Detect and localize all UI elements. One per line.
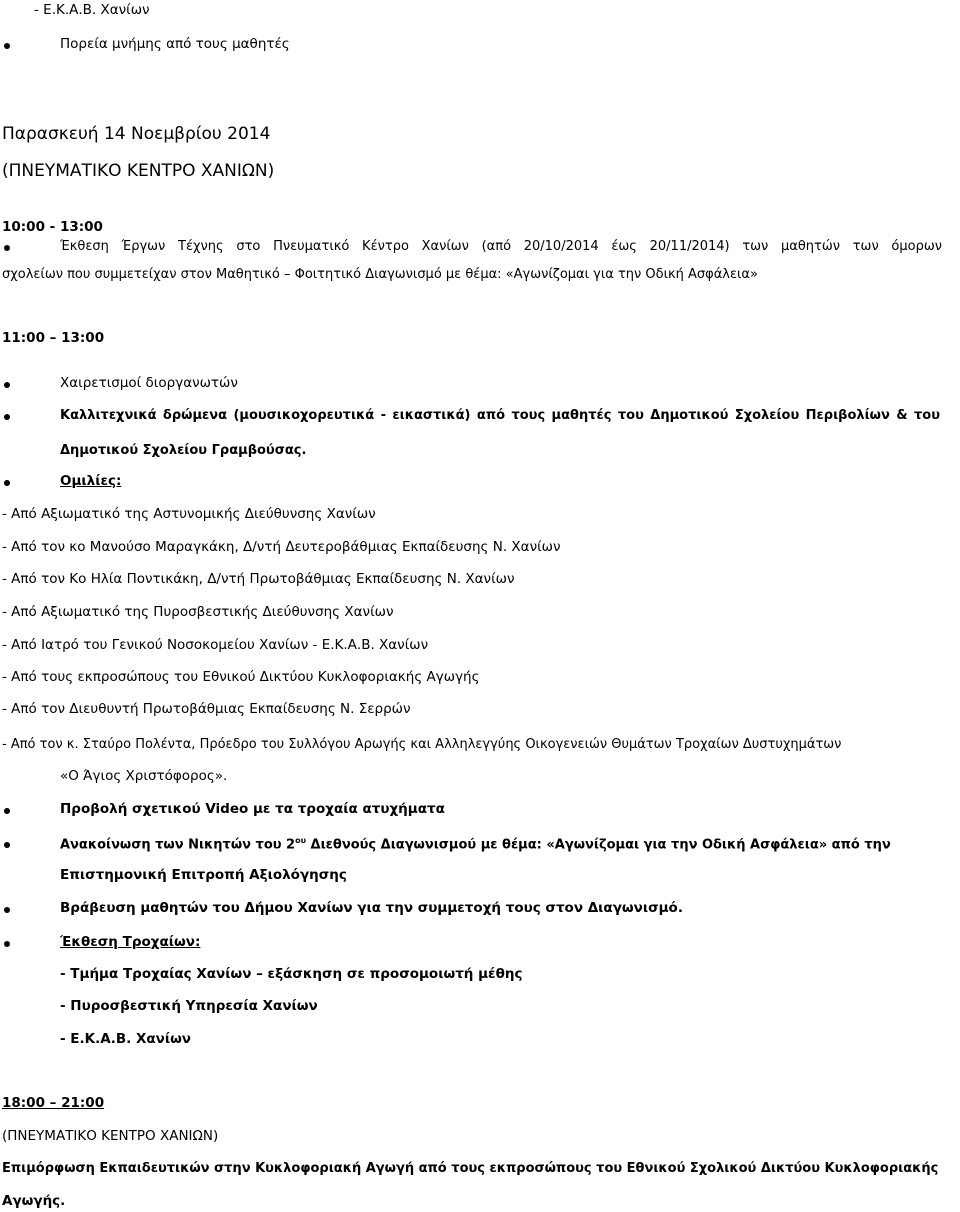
teacher-training-line-1: Επιμόρφωση Εκπαιδευτικών στην Κυκλοφοριακή Αγωγή από τους εκπροσώπους του Εθνικού Σχολικού Δικτύου Κυκλοφοριακής (2, 1161, 939, 1176)
announce-part-a: Ανακοίνωση των Νικητών του 2 (60, 837, 296, 853)
time-slot-2: 11:00 – 13:00 (2, 330, 105, 346)
speech-item: - Από τον Διευθυντή Πρωτοβάθμιας Εκπαίδευσης Ν. Σερρών (2, 701, 411, 717)
performances-line-2: Δημοτικού Σχολείου Γραμβούσας. (60, 443, 307, 458)
winners-announcement-line-1 (60, 837, 891, 851)
announce-ordinal: ου (295, 836, 307, 845)
speech-item: - Από τον Κο Ηλία Ποντικάκη, Δ/ντή Πρωτοβάθμιας Εκπαίδευσης Ν. Χανίων (2, 571, 515, 587)
bullet-icon (4, 480, 10, 486)
exhibition-participant: - Πυροσβεστική Υπηρεσία Χανίων (60, 998, 318, 1014)
bullet-icon (4, 941, 10, 947)
traffic-exhibition-label: Έκθεση Τροχαίων: (60, 934, 201, 950)
memory-march: Πορεία μνήμης από τους μαθητές (60, 36, 290, 52)
event-date: Παρασκευή 14 Νοεμβρίου 2014 (2, 124, 271, 144)
speech-item: - Από τον κο Μανούσο Μαραγκάκη, Δ/ντή Δευτεροβάθμιας Εκπαίδευσης Ν. Χανίων (2, 539, 561, 555)
speech-item: - Από Αξιωματικό της Πυροσβεστικής Διεύθυνσης Χανίων (2, 604, 394, 620)
video-projection: Προβολή σχετικού Video με τα τροχαία ατυχήματα (60, 801, 445, 817)
bullet-icon (4, 245, 10, 251)
bullet-icon (4, 43, 10, 49)
time-slot-3: 18:00 – 21:00 (2, 1095, 105, 1111)
teacher-training-line-2: Αγωγής. (2, 1193, 66, 1209)
speech-item-continuation: «Ο Άγιος Χριστόφορος». (60, 768, 228, 784)
top-line-ekav: - Ε.Κ.Α.Β. Χανίων (34, 2, 150, 18)
exhibition-participant: - Ε.Κ.Α.Β. Χανίων (60, 1031, 192, 1047)
event-venue: (ΠΝΕΥΜΑΤΙΚΟ ΚΕΝΤΡΟ ΧΑΝΙΩΝ) (2, 161, 275, 181)
speech-item: - Από Αξιωματικό της Αστυνομικής Διεύθυνσης Χανίων (2, 506, 376, 522)
speech-item: - Από Ιατρό του Γενικού Νοσοκομείου Χανίων - Ε.Κ.Α.Β. Χανίων (2, 637, 429, 653)
bullet-icon (4, 414, 10, 420)
speech-item: - Από τον κ. Σταύρο Πολέντα, Πρόεδρο του Συλλόγου Αρωγής και Αλληλεγγύης Οικογενειών Θυμάτων Τροχαίων Δυστυχημάτων (2, 737, 842, 752)
bullet-icon (4, 907, 10, 913)
bullet-icon (4, 382, 10, 388)
exhibition-line-1: Έκθεση Έργων Τέχνης στο Πνευματικό Κέντρο Χανίων (από 20/10/2014 έως 20/11/2014) των μαθητών των όμορων (60, 239, 942, 254)
bullet-icon (4, 808, 10, 814)
performances-line-1: Καλλιτεχνικά δρώμενα (μουσικοχορευτικά - εικαστικά) από τους μαθητές του Δημοτικού Σχολείου Περιβολίων & του (60, 408, 940, 423)
award-ceremony: Βράβευση μαθητών του Δήμου Χανίων για την συμμετοχή τους στον Διαγωνισμό. (60, 900, 683, 916)
winners-announcement-line-2: Επιστημονική Επιτροπή Αξιολόγησης (60, 867, 347, 883)
speeches-label: Ομιλίες: (60, 473, 122, 489)
greetings: Χαιρετισμοί διοργανωτών (60, 375, 238, 391)
bullet-icon (4, 842, 10, 848)
evening-venue: (ΠΝΕΥΜΑΤΙΚΟ ΚΕΝΤΡΟ ΧΑΝΙΩΝ) (2, 1128, 219, 1144)
time-slot-1: 10:00 - 13:00 (2, 219, 103, 235)
announce-part-b: Διεθνούς Διαγωνισμού με θέμα: «Αγωνίζομαι για την Οδική Ασφάλεια» από την (306, 837, 891, 853)
exhibition-participant: - Τμήμα Τροχαίας Χανίων – εξάσκηση σε προσομοιωτή μέθης (60, 966, 523, 982)
speech-item: - Από τους εκπροσώπους του Εθνικού Δικτύου Κυκλοφοριακής Αγωγής (2, 669, 480, 685)
exhibition-line-2: σχολείων που συμμετείχαν στον Μαθητικό – Φοιτητικό Διαγωνισμό με θέμα: «Αγωνίζομαι για την Οδική Ασφάλεια» (2, 267, 758, 282)
